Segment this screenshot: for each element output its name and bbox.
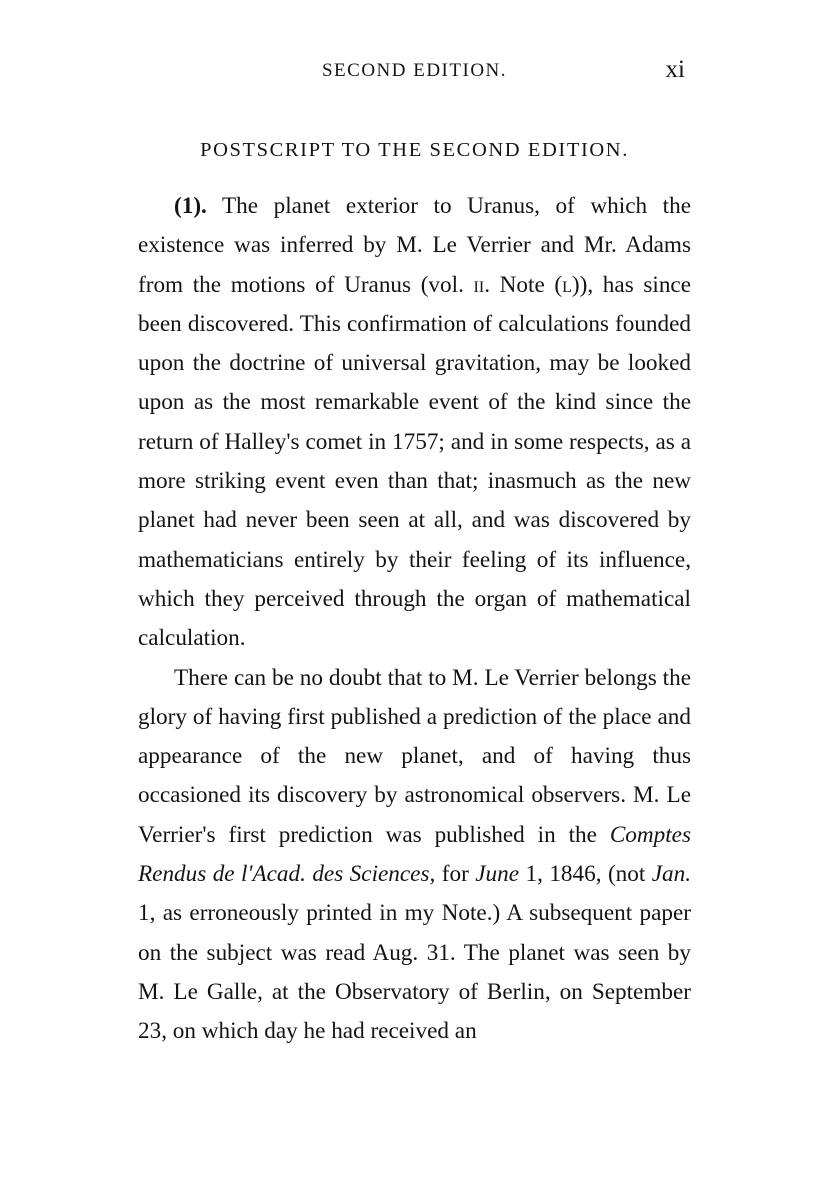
body-text bbox=[138, 187, 691, 1052]
paragraph-2-text-d: 1, as erroneously printed in my Note.) A subsequent paper on the subject was read Aug. 31. The planet was seen by M. Le Galle, at the Observatory of Berlin, on September 23, on which day he had received an bbox=[138, 900, 691, 1045]
running-title: SECOND EDITION. bbox=[321, 60, 508, 81]
page-number: xi bbox=[665, 56, 685, 83]
paragraph-2-text-b: for bbox=[441, 861, 469, 888]
paragraph-1-text-b: . Note ( bbox=[484, 271, 563, 298]
month-jan: Jan. bbox=[651, 861, 692, 888]
running-head bbox=[138, 56, 691, 94]
paragraph-2-text-c: 1, 1846, (not bbox=[525, 861, 646, 888]
section-heading: POSTSCRIPT TO THE SECOND EDITION. bbox=[200, 139, 629, 161]
paragraph-2 bbox=[138, 659, 691, 1052]
month-june: June bbox=[475, 861, 520, 888]
volume-number: ii bbox=[473, 271, 485, 298]
paragraph-2-text-a: There can be no doubt that to M. Le Verrier belongs the glory of having first published a prediction of the place and appearance of the new planet, and of having thus occasioned its discovery by astronomical observers. M. Le Verrier's first prediction was published in the bbox=[138, 664, 691, 848]
paragraph-1-text-c: )), has since been discovered. This confirmation of calculations founded upon the doctrine of universal gravitation, may be looked upon as the most remarkable event of the kind since the return of Halley's comet in 1757; and in some respects, as a more striking event even than that; inasmuch as the new planet had never been seen at all, and was discovered by mathematicians entirely by their feeling of its influence, which they perceived through the organ of mathematical calculation. bbox=[138, 271, 692, 652]
paragraph-number: (1). bbox=[174, 193, 207, 219]
paragraph-1 bbox=[138, 187, 691, 659]
paragraph-1-text-a: The planet exterior to Uranus, of which the existence was inferred by M. Le Verrier and Mr. Adams from the motions of Uranus (vol. bbox=[138, 193, 691, 298]
note-letter: l bbox=[562, 271, 572, 298]
journal-title: Comptes Rendus de l'Acad. des Sciences, bbox=[138, 821, 691, 888]
